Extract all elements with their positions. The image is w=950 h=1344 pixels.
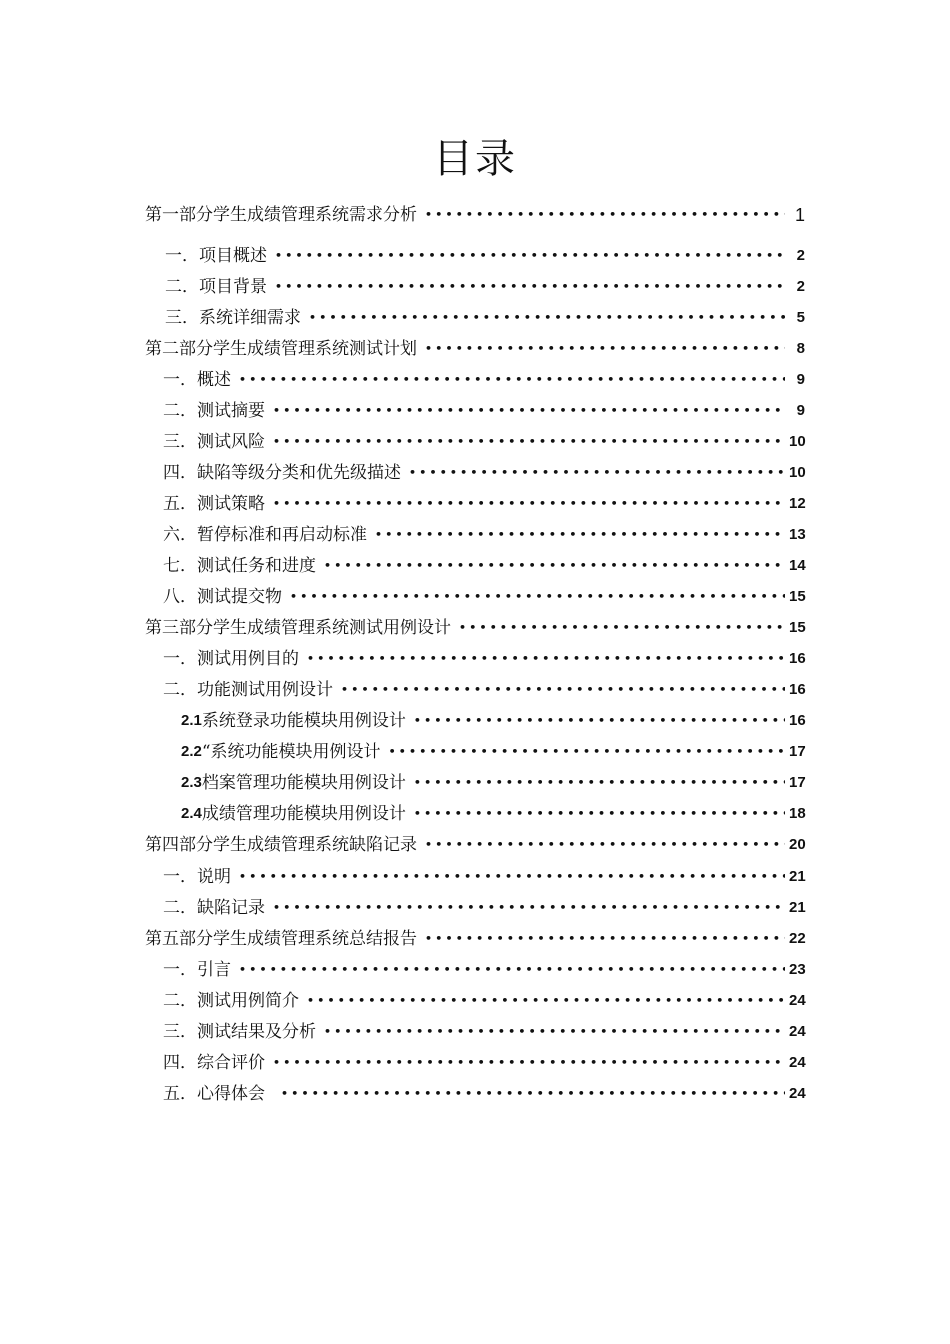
dot-leader — [307, 990, 785, 1012]
toc-page-number: 17 — [789, 774, 806, 791]
toc-entry[interactable] — [163, 988, 805, 1012]
toc-label: 项目概述 — [199, 246, 267, 266]
toc-label: 测试风险 — [197, 432, 265, 452]
toc-page-number: 15 — [789, 619, 806, 636]
toc-number: 一． — [163, 867, 197, 887]
toc-entry[interactable] — [165, 274, 805, 298]
toc-page-number: 21 — [789, 868, 806, 885]
toc-label: 测试摘要 — [197, 401, 265, 421]
dot-leader — [425, 204, 785, 226]
toc-page-number: 20 — [789, 836, 806, 853]
toc-label: 学生成绩管理系统需求分析 — [213, 205, 417, 225]
toc-label: 引言 — [197, 960, 231, 980]
toc-entry[interactable] — [165, 305, 805, 329]
dot-leader — [324, 1021, 785, 1043]
toc-entry-part-5[interactable] — [145, 926, 805, 950]
dot-leader — [281, 1083, 785, 1105]
toc-number: 二． — [163, 680, 197, 700]
toc-label: 测试策略 — [197, 494, 265, 514]
toc-label: 学生成绩管理系统测试计划 — [213, 339, 417, 359]
dot-leader — [309, 307, 785, 329]
toc-entry[interactable] — [163, 1081, 805, 1105]
dot-leader — [324, 555, 785, 577]
toc-label: 心得体会 — [197, 1084, 265, 1104]
toc-label: 暂停标准和再启动标准 — [197, 525, 367, 545]
dot-leader — [375, 524, 785, 546]
toc-number: 第五部分 — [145, 929, 213, 949]
toc-number: 一． — [165, 246, 199, 266]
toc-entry[interactable] — [163, 367, 805, 391]
dot-leader — [341, 679, 785, 701]
toc-entry[interactable] — [181, 801, 805, 825]
dot-leader — [425, 834, 785, 856]
dot-leader — [414, 710, 785, 732]
dot-leader — [273, 400, 785, 422]
dot-leader — [275, 276, 785, 298]
toc-number: 2.1 — [181, 712, 202, 729]
toc-entry[interactable] — [163, 460, 805, 484]
toc-page-number: 22 — [789, 930, 806, 947]
toc-number: 2.3 — [181, 774, 202, 791]
toc-label: 测试任务和进度 — [197, 556, 316, 576]
toc-number: 三． — [165, 308, 199, 328]
toc-page-number: 16 — [789, 650, 806, 667]
toc-number: 五． — [163, 1084, 197, 1104]
toc-number: 三． — [163, 432, 197, 452]
toc-page-number: 5 — [796, 309, 805, 326]
toc-entry[interactable] — [163, 677, 805, 701]
toc-entry-part-2[interactable] — [145, 336, 805, 360]
toc-page-number: 24 — [789, 992, 806, 1009]
toc-number: 六． — [163, 525, 197, 545]
toc-entry[interactable] — [165, 243, 805, 267]
toc-label: 测试用例目的 — [197, 649, 299, 669]
toc-number: 一． — [163, 649, 197, 669]
toc-entry-part-1[interactable] — [145, 202, 805, 226]
toc-number: 第三部分 — [145, 618, 213, 638]
toc-page-number: 2 — [796, 278, 805, 295]
dot-leader — [414, 772, 785, 794]
toc-entry[interactable] — [163, 895, 805, 919]
toc-label: 综合评价 — [197, 1053, 265, 1073]
toc-number: 五． — [163, 494, 197, 514]
dot-leader — [290, 586, 785, 608]
toc-label: 缺陷记录 — [197, 898, 265, 918]
toc-label: 学生成绩管理系统测试用例设计 — [213, 618, 451, 638]
toc-entry[interactable] — [163, 553, 805, 577]
dot-leader — [425, 928, 785, 950]
toc-entry[interactable] — [163, 584, 805, 608]
toc-entry-part-4[interactable] — [145, 832, 805, 856]
toc-number: 二． — [163, 401, 197, 421]
toc-entry[interactable] — [181, 739, 805, 763]
toc-number: 四． — [163, 463, 197, 483]
toc-label: 项目背景 — [199, 277, 267, 297]
dot-leader — [273, 431, 785, 453]
toc-number: 第二部分 — [145, 339, 213, 359]
toc-label: 档案管理功能模块用例设计 — [201, 773, 406, 793]
toc-number: 第四部分 — [145, 835, 213, 855]
dot-leader — [239, 866, 785, 888]
toc-number: 一． — [163, 370, 197, 390]
toc-number: 2.2 — [181, 743, 202, 760]
toc-page-number: 14 — [789, 557, 806, 574]
toc-number: 第一部分 — [145, 205, 213, 225]
toc-label: 测试提交物 — [197, 587, 282, 607]
dot-leader — [409, 462, 785, 484]
toc-label: 学生成绩管理系统缺陷记录 — [213, 835, 417, 855]
toc-label: 功能测试用例设计 — [197, 680, 333, 700]
toc-entry[interactable] — [181, 770, 805, 794]
dot-leader — [414, 803, 785, 825]
dot-leader — [425, 338, 785, 360]
dot-leader — [273, 493, 785, 515]
toc-entry[interactable] — [163, 1050, 805, 1074]
toc-number: 三． — [163, 1022, 197, 1042]
toc-entry[interactable] — [163, 522, 805, 546]
toc-entry[interactable] — [163, 1019, 805, 1043]
toc-page-number: 23 — [789, 961, 806, 978]
toc-page-number: 24 — [789, 1023, 806, 1040]
toc-label: 系统详细需求 — [199, 308, 301, 328]
toc-label: 测试结果及分析 — [197, 1022, 316, 1042]
toc-number: 八． — [163, 587, 197, 607]
toc-label: 系统登录功能模块用例设计 — [201, 711, 406, 731]
toc-page-number: 21 — [789, 899, 806, 916]
toc-page-number: 9 — [796, 402, 805, 419]
toc-label: 学生成绩管理系统总结报告 — [213, 929, 417, 949]
dot-leader — [239, 959, 785, 981]
toc-number: 二． — [163, 991, 197, 1011]
toc-entry[interactable] — [181, 708, 805, 732]
toc-page-number: 15 — [789, 588, 806, 605]
dot-leader — [459, 617, 785, 639]
dot-leader — [389, 741, 785, 763]
toc-page-number: 16 — [789, 712, 806, 729]
toc-page-number: 10 — [789, 433, 806, 450]
toc-label: 概述 — [197, 370, 231, 390]
toc-page-number: 12 — [789, 495, 806, 512]
toc-entry[interactable] — [163, 429, 805, 453]
toc-page-number: 16 — [789, 681, 806, 698]
toc-label: 缺陷等级分类和优先级描述 — [197, 463, 401, 483]
toc-page-number: 2 — [796, 247, 805, 264]
toc-page-number: 1 — [794, 205, 805, 225]
toc-entry-part-3[interactable] — [145, 615, 805, 639]
toc-page-number: 24 — [789, 1085, 806, 1102]
toc-number: 七． — [163, 556, 197, 576]
toc-page-number: 13 — [789, 526, 806, 543]
dot-leader — [239, 369, 785, 391]
dot-leader — [307, 648, 785, 670]
toc-entry[interactable] — [163, 491, 805, 515]
toc-number: 一． — [163, 960, 197, 980]
toc-entry[interactable] — [163, 864, 805, 888]
toc-entry[interactable] — [163, 957, 805, 981]
toc-page-number: 10 — [789, 464, 806, 481]
dot-leader — [275, 245, 785, 267]
toc-page-number: 18 — [789, 805, 806, 822]
toc-number: 二． — [165, 277, 199, 297]
toc-label: 成绩管理功能模块用例设计 — [201, 804, 406, 824]
toc-number: 2.4 — [181, 805, 202, 822]
toc-label: “系统功能模块用例设计 — [201, 742, 381, 762]
toc-page-number: 17 — [789, 743, 806, 760]
toc-page-number: 24 — [789, 1054, 806, 1071]
toc-page-number: 9 — [796, 371, 805, 388]
dot-leader — [273, 897, 785, 919]
toc-label: 测试用例简介 — [197, 991, 299, 1011]
toc-label: 说明 — [197, 867, 231, 887]
page-title: 目录 — [433, 135, 517, 182]
toc-page-number: 8 — [796, 340, 805, 357]
toc-entry[interactable] — [163, 398, 805, 422]
toc-number: 四． — [163, 1053, 197, 1073]
toc-number: 二． — [163, 898, 197, 918]
toc-entry[interactable] — [163, 646, 805, 670]
dot-leader — [273, 1052, 785, 1074]
